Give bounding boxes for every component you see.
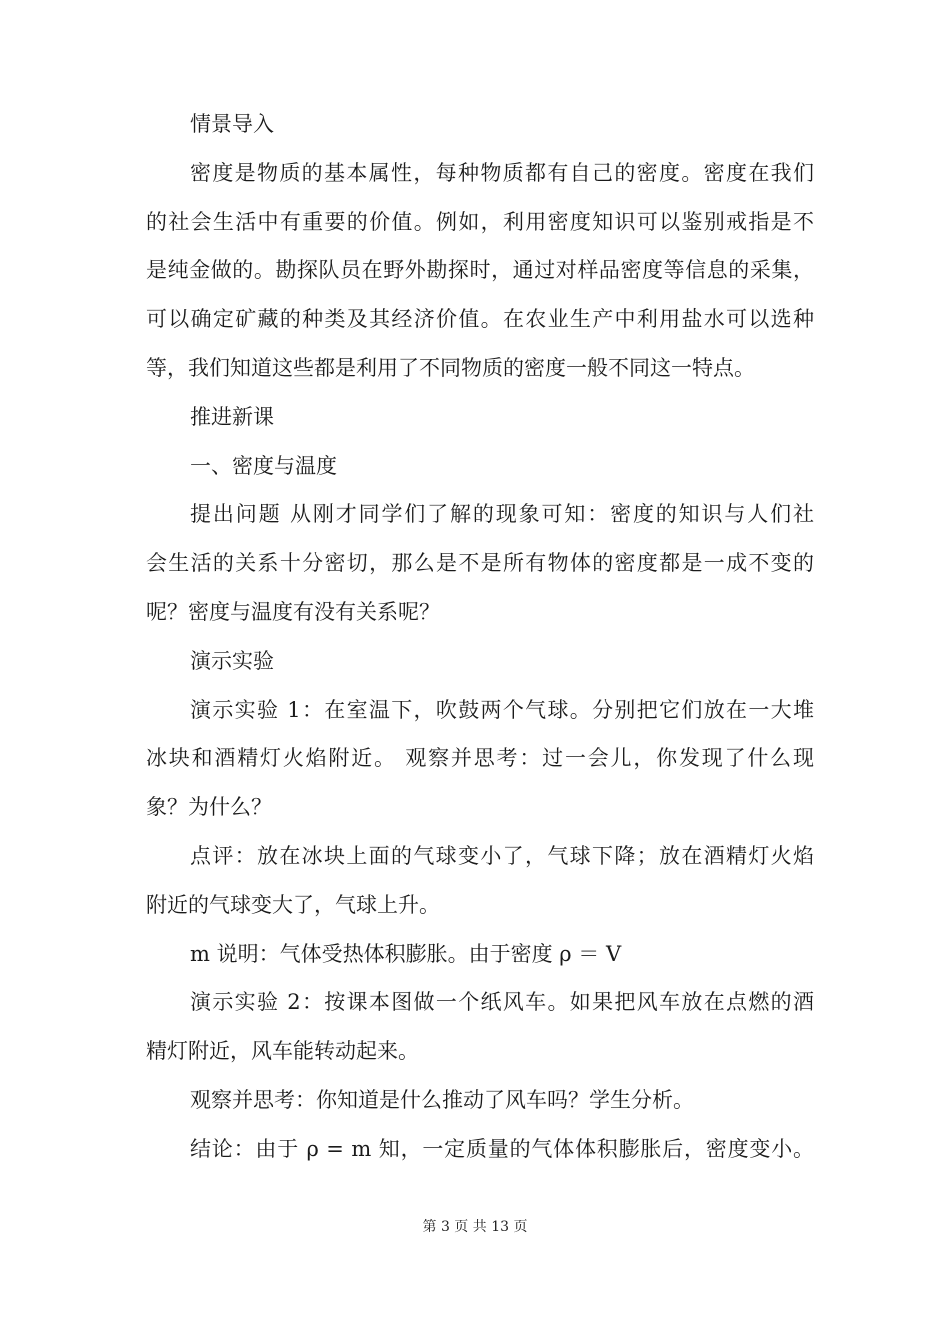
text-line: m 说明：气体受热体积膨胀。由于密度 ρ ＝ V bbox=[190, 941, 622, 966]
text-line: 演示实验 1：在室温下，吹鼓两个气球。分别把它们放在一大堆 bbox=[190, 697, 814, 722]
text-line: 附近的气球变大了，气球上升。 bbox=[146, 892, 440, 917]
text-line: 推进新课 bbox=[190, 404, 274, 429]
document-body bbox=[146, 100, 814, 1174]
text-line: 演示实验 2：按课本图做一个纸风车。如果把风车放在点燃的酒 bbox=[190, 990, 814, 1015]
text-line: 是纯金做的。勘探队员在野外勘探时，通过对样品密度等信息的采集， bbox=[146, 258, 814, 283]
page-footer: 第 3 页 共 13 页 bbox=[422, 1219, 528, 1235]
text-line: 呢？密度与温度有没有关系呢？ bbox=[146, 599, 440, 624]
text-line: 密度是物质的基本属性，每种物质都有自己的密度。密度在我们 bbox=[190, 160, 814, 185]
text-line: 一、密度与温度 bbox=[190, 453, 337, 478]
text-line: 冰块和酒精灯火焰附近。 观察并思考：过一会儿，你发现了什么现 bbox=[146, 746, 814, 771]
text-line: 提出问题 从刚才同学们了解的现象可知：密度的知识与人们社 bbox=[190, 502, 814, 527]
text-line: 结论：由于 ρ = m 知，一定质量的气体体积膨胀后，密度变小。 bbox=[190, 1136, 814, 1161]
text-line: 会生活的关系十分密切，那么是不是所有物体的密度都是一成不变的 bbox=[146, 551, 814, 576]
text-line: 情景导入 bbox=[190, 112, 274, 136]
text-line: 观察并思考：你知道是什么推动了风车吗？学生分析。 bbox=[190, 1087, 694, 1112]
text-line: 精灯附近，风车能转动起来。 bbox=[146, 1039, 419, 1064]
text-line: 等，我们知道这些都是利用了不同物质的密度一般不同这一特点。 bbox=[146, 355, 755, 380]
text-line: 可以确定矿藏的种类及其经济价值。在农业生产中利用盐水可以选种 bbox=[146, 307, 814, 332]
text-line: 演示实验 bbox=[190, 648, 274, 673]
text-line: 的社会生活中有重要的价值。例如，利用密度知识可以鉴别戒指是不 bbox=[146, 209, 814, 234]
text-line: 象？为什么？ bbox=[146, 795, 272, 820]
text-line: 点评：放在冰块上面的气球变小了，气球下降；放在酒精灯火焰 bbox=[190, 843, 814, 868]
